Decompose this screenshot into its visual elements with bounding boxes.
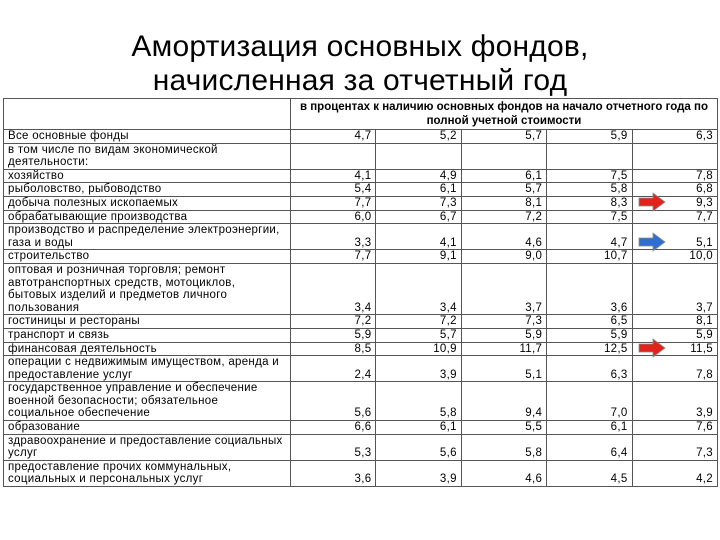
- table-row: [4, 421, 718, 435]
- table-row: [4, 250, 718, 264]
- row-value: 3,6: [291, 460, 376, 486]
- title-line-2: начисленная за отчетный год: [152, 64, 568, 97]
- row-label: производство и распределение электроэнергии, газа и воды: [4, 224, 291, 250]
- table-row: [4, 169, 718, 183]
- row-value: 5,9: [291, 328, 376, 342]
- row-value: 3,9: [632, 382, 717, 421]
- depreciation-table: [3, 98, 718, 487]
- table-row: [4, 315, 718, 329]
- row-value: 6,8: [632, 183, 717, 197]
- row-value: 6,1: [376, 183, 461, 197]
- row-value: 7,2: [291, 315, 376, 329]
- row-value: 7,2: [376, 315, 461, 329]
- row-value: 5,8: [376, 382, 461, 421]
- row-value: 5,2: [376, 130, 461, 144]
- row-value: 6,4: [547, 434, 632, 460]
- row-value: 4,9: [376, 169, 461, 183]
- arrow-icon: [638, 192, 666, 212]
- row-label: обрабатывающие производства: [4, 210, 291, 224]
- row-label: операции с недвижимым имуществом, аренда и предоставление услуг: [4, 356, 291, 382]
- row-value: 5,7: [461, 130, 546, 144]
- row-value: 3,7: [461, 263, 546, 314]
- row-label: рыболовство, рыбоводство: [4, 183, 291, 197]
- table-row: [4, 460, 718, 486]
- row-value: 7,7: [632, 210, 717, 224]
- row-value: [461, 143, 546, 169]
- row-value: 6,3: [632, 130, 717, 144]
- row-value: 7,7: [291, 196, 376, 210]
- row-value: 4,6: [461, 460, 546, 486]
- row-label: оптовая и розничная торговля; ремонт автотранспортных средств, мотоциклов, бытовых изделий и предметов личного пользования: [4, 263, 291, 314]
- row-value: 5,9: [547, 328, 632, 342]
- row-value: [632, 143, 717, 169]
- row-label: добыча полезных ископаемых: [4, 196, 291, 210]
- row-value: 7,8: [632, 356, 717, 382]
- row-value: 10,7: [547, 250, 632, 264]
- row-value: 7,5: [547, 210, 632, 224]
- header-empty-cell: [4, 99, 291, 130]
- row-value: [547, 143, 632, 169]
- table-body: [4, 130, 718, 487]
- row-value: [376, 143, 461, 169]
- row-value: 5,1: [461, 356, 546, 382]
- table-header-row: [4, 99, 718, 130]
- row-value: 4,7: [291, 130, 376, 144]
- row-value: 5,6: [291, 382, 376, 421]
- row-label: предоставление прочих коммунальных, социальных и персональных услуг: [4, 460, 291, 486]
- row-value: 8,1: [461, 196, 546, 210]
- row-label: образование: [4, 421, 291, 435]
- table-row: [4, 143, 718, 169]
- row-value: 3,3: [291, 224, 376, 250]
- table-header: в процентах к наличию основных фондов на начало отчетного года по полной учетной стоимости: [291, 99, 718, 130]
- row-label: Все основные фонды: [4, 130, 291, 144]
- row-label: хозяйство: [4, 169, 291, 183]
- row-value: 5,7: [376, 328, 461, 342]
- row-value: 4,1: [291, 169, 376, 183]
- row-label: государственное управление и обеспечение военной безопасности; обязательное социальное обеспечение: [4, 382, 291, 421]
- table-row: [4, 196, 718, 210]
- row-value: 5,9: [547, 130, 632, 144]
- row-value: 3,7: [632, 263, 717, 314]
- row-value: 9,0: [461, 250, 546, 264]
- table-row: [4, 382, 718, 421]
- row-value: 5,4: [291, 183, 376, 197]
- table-row: [4, 263, 718, 314]
- row-value: 6,0: [291, 210, 376, 224]
- row-value: 6,6: [291, 421, 376, 435]
- row-value: 7,3: [632, 434, 717, 460]
- row-value: 10,9: [376, 342, 461, 356]
- row-value: [291, 143, 376, 169]
- row-value: 6,1: [547, 421, 632, 435]
- row-value: 5,9: [461, 328, 546, 342]
- table-row: [4, 356, 718, 382]
- row-value: 5,9: [632, 328, 717, 342]
- row-value: 7,5: [547, 169, 632, 183]
- table-row: [4, 434, 718, 460]
- row-value: 9,4: [461, 382, 546, 421]
- row-value: 6,3: [547, 356, 632, 382]
- row-value: 8,3: [547, 196, 632, 210]
- row-value: 7,3: [461, 315, 546, 329]
- row-value: 4,6: [461, 224, 546, 250]
- row-value: 11,5: [632, 342, 717, 356]
- row-label: транспорт и связь: [4, 328, 291, 342]
- row-value: 7,6: [632, 421, 717, 435]
- table-row: [4, 342, 718, 356]
- arrow-icon: [638, 338, 666, 358]
- row-value: 5,3: [291, 434, 376, 460]
- row-value: 5,8: [547, 183, 632, 197]
- row-value: 5,8: [461, 434, 546, 460]
- row-value: 5,7: [461, 183, 546, 197]
- row-label: здравоохранение и предоставление социальных услуг: [4, 434, 291, 460]
- row-value: 3,4: [291, 263, 376, 314]
- row-value: 6,1: [461, 169, 546, 183]
- arrow-icon: [638, 232, 666, 252]
- table-row: [4, 224, 718, 250]
- row-value: 7,8: [632, 169, 717, 183]
- row-value: 3,6: [547, 263, 632, 314]
- page-title: [0, 30, 720, 98]
- row-value: 9,3: [632, 196, 717, 210]
- row-value: 6,7: [376, 210, 461, 224]
- row-label: строительство: [4, 250, 291, 264]
- table-row: [4, 328, 718, 342]
- table-row: [4, 130, 718, 144]
- row-value: 9,1: [376, 250, 461, 264]
- row-value: 4,5: [547, 460, 632, 486]
- row-value: 8,1: [632, 315, 717, 329]
- row-value: 5,1: [632, 224, 717, 250]
- table-row: [4, 183, 718, 197]
- row-value: 3,9: [376, 356, 461, 382]
- row-value: 7,0: [547, 382, 632, 421]
- row-value: 8,5: [291, 342, 376, 356]
- title-line-1: Амортизация основных фондов,: [131, 30, 589, 63]
- row-label: в том числе по видам экономической деятельности:: [4, 143, 291, 169]
- row-value: 6,1: [376, 421, 461, 435]
- row-value: 7,3: [376, 196, 461, 210]
- table-row: [4, 210, 718, 224]
- row-value: 10,0: [632, 250, 717, 264]
- row-value: 4,7: [547, 224, 632, 250]
- row-value: 4,1: [376, 224, 461, 250]
- row-value: 3,4: [376, 263, 461, 314]
- row-value: 12,5: [547, 342, 632, 356]
- row-value: 6,5: [547, 315, 632, 329]
- row-label: гостиницы и рестораны: [4, 315, 291, 329]
- row-value: 4,2: [632, 460, 717, 486]
- row-value: 2,4: [291, 356, 376, 382]
- row-value: 11,7: [461, 342, 546, 356]
- row-value: 5,6: [376, 434, 461, 460]
- row-value: 3,9: [376, 460, 461, 486]
- row-label: финансовая деятельность: [4, 342, 291, 356]
- row-value: 7,7: [291, 250, 376, 264]
- row-value: 7,2: [461, 210, 546, 224]
- row-value: 5,5: [461, 421, 546, 435]
